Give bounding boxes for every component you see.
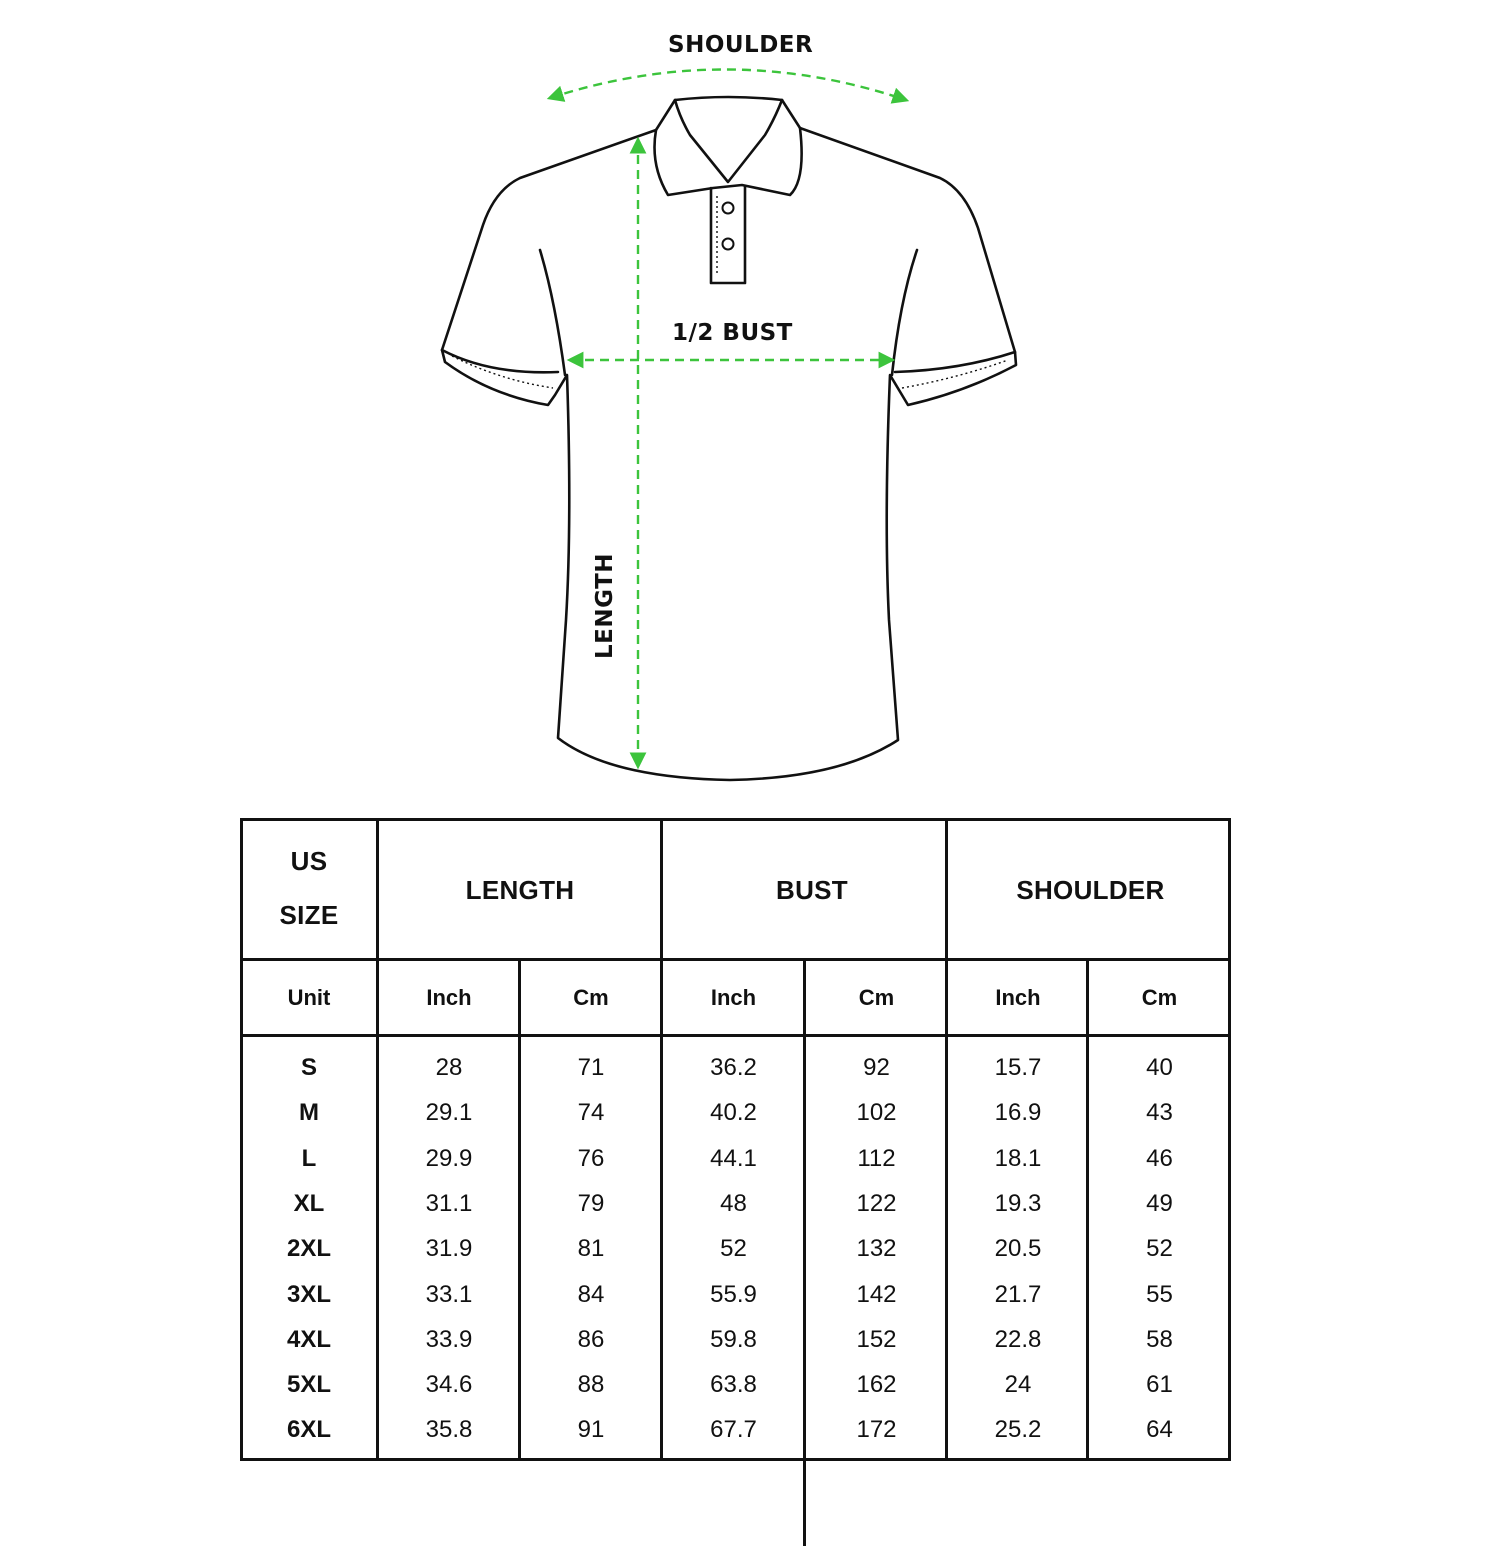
length-header: LENGTH [465, 874, 575, 905]
us-header-text: US [290, 846, 328, 876]
value-cell: 29.1 [425, 1099, 473, 1127]
col-divider [945, 818, 948, 1461]
value-cell: 58 [1146, 1325, 1173, 1353]
value-cell: 122 [856, 1189, 897, 1217]
value-cell: 52 [1146, 1235, 1173, 1263]
value-cell: 35.8 [425, 1416, 473, 1444]
shoulder-cm-label: Cm [1141, 985, 1178, 1010]
value-cell: 61 [1146, 1371, 1173, 1399]
size-chart-table [240, 818, 1231, 1461]
value-cell: 16.9 [994, 1099, 1042, 1127]
value-cell: 20.5 [994, 1235, 1042, 1263]
col-divider [518, 958, 521, 1461]
size-cell: 6XL [286, 1416, 331, 1444]
col-divider [1086, 958, 1089, 1461]
table-border-top [240, 818, 1231, 821]
button-top [723, 203, 734, 214]
value-cell: 31.1 [425, 1189, 473, 1217]
value-cell: 152 [856, 1325, 897, 1353]
bust-label: 1/2 BUST [672, 320, 793, 346]
value-cell: 55.9 [710, 1280, 757, 1308]
value-cell: 49 [1146, 1189, 1173, 1217]
value-cell: 21.7 [994, 1280, 1042, 1308]
value-cell: 162 [856, 1371, 897, 1399]
col-divider [660, 818, 663, 1461]
unit-label: Unit [287, 985, 331, 1010]
value-cell: 52 [720, 1235, 747, 1263]
stitching [452, 196, 1008, 388]
value-cell: 19.3 [994, 1189, 1042, 1217]
value-cell: 84 [577, 1280, 605, 1308]
size-cell: 4XL [286, 1325, 331, 1353]
us-size-header [240, 818, 378, 958]
value-cell: 102 [856, 1099, 897, 1127]
value-cell: 48 [720, 1189, 747, 1217]
value-cell: 88 [577, 1371, 605, 1399]
value-cell: 74 [577, 1099, 605, 1127]
value-cell: 67.7 [710, 1416, 757, 1444]
value-cell: 34.6 [425, 1371, 473, 1399]
bust-inch-label: Inch [710, 985, 757, 1010]
value-cell: 28 [435, 1054, 463, 1081]
size-header-text: SIZE [279, 900, 339, 930]
value-cell: 33.1 [425, 1280, 473, 1308]
table-border-bottom [240, 1458, 1231, 1461]
value-cell: 18.1 [994, 1144, 1042, 1172]
value-cell: 43 [1146, 1099, 1173, 1127]
value-cell: 55 [1146, 1280, 1173, 1308]
value-cell: 36.2 [710, 1054, 757, 1081]
value-cell: 92 [863, 1054, 890, 1081]
value-cell: 15.7 [994, 1054, 1042, 1081]
units-divider [240, 1034, 1231, 1037]
shirt-body-outline [442, 128, 1016, 780]
size-cell: 5XL [286, 1371, 331, 1399]
length-inch-label: Inch [426, 985, 472, 1010]
header-divider [240, 958, 1231, 961]
left-armhole [540, 250, 565, 375]
shirt-outline [442, 97, 1016, 780]
size-cell: M [299, 1099, 319, 1127]
col-divider [376, 818, 379, 1461]
value-cell: 46 [1146, 1144, 1173, 1172]
value-cell: 44.1 [710, 1144, 757, 1172]
value-cell: 31.9 [425, 1235, 473, 1263]
buttons [723, 203, 734, 250]
table-border-right [1228, 818, 1231, 1461]
value-cell: 172 [856, 1416, 897, 1444]
table-border-left [240, 818, 243, 1461]
right-armhole [892, 250, 917, 375]
value-cell: 22.8 [994, 1325, 1042, 1353]
value-cell: 40 [1146, 1054, 1173, 1081]
value-cell: 132 [856, 1235, 897, 1263]
size-cell: S [300, 1054, 317, 1081]
button-bottom [723, 239, 734, 250]
col-divider [803, 958, 806, 1546]
collar-inner [675, 100, 782, 182]
value-cell: 59.8 [710, 1325, 757, 1353]
right-sleeve-cuff [895, 352, 1015, 372]
size-cell: XL [293, 1189, 325, 1217]
bust-header: BUST [776, 874, 848, 905]
shoulder-inch-label: Inch [995, 985, 1041, 1010]
value-cell: 25.2 [994, 1416, 1042, 1444]
value-cell: 40.2 [710, 1099, 757, 1127]
placket [711, 186, 745, 283]
shoulder-arrow [550, 69, 906, 100]
bust-cm-label: Cm [858, 985, 895, 1010]
value-cell: 29.9 [425, 1144, 473, 1172]
value-cell: 64 [1146, 1416, 1173, 1444]
value-cell: 112 [857, 1144, 896, 1172]
value-cell: 81 [577, 1235, 605, 1263]
length-label: LENGTH [592, 552, 618, 660]
value-cell: 142 [856, 1280, 897, 1308]
value-cell: 63.8 [710, 1371, 757, 1399]
size-cell: L [301, 1144, 317, 1172]
size-cell: 3XL [286, 1280, 331, 1308]
value-cell: 71 [577, 1054, 605, 1081]
size-cell: 2XL [286, 1235, 331, 1263]
value-cell: 33.9 [425, 1325, 473, 1353]
shoulder-header: SHOULDER [1016, 874, 1165, 905]
length-cm-label: Cm [573, 985, 609, 1010]
value-cell: 91 [577, 1416, 605, 1444]
left-sleeve-cuff [442, 350, 558, 372]
value-cell: 76 [577, 1144, 605, 1172]
shoulder-label: SHOULDER [668, 32, 814, 58]
value-cell: 79 [577, 1189, 605, 1217]
value-cell: 86 [577, 1325, 605, 1353]
value-cell: 24 [1004, 1371, 1032, 1399]
